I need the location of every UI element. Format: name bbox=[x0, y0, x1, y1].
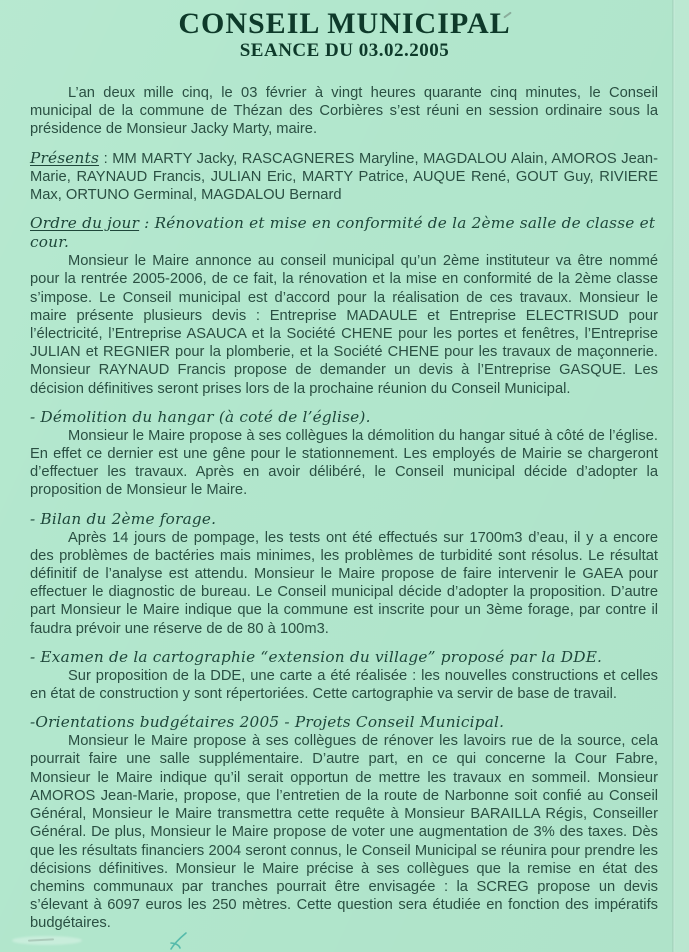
document-title: CONSEIL MUNICIPAL bbox=[178, 7, 511, 40]
scan-fold-crease bbox=[672, 0, 675, 952]
teal-pen-mark-artifact bbox=[166, 930, 192, 952]
section-borehole-body: Après 14 jours de pompage, les tests ont été effectués sur 1700m3 d’eau, il y a encore des problèmes de bactéries mais minimes, les problèmes de turbidité sont résolus. Le résultat définitif de l’analyse est attendu. Monsieur le Maire propose de faire intervenir le GAEA pour effectuer le diagnostic de bureau. Le Conseil municipal décide d’adopter la proposition. D’autre part Monsieur le Maire indique que la commune est inscrite pour un 3ème forage, par contre il faudra prévoir une réserve de de 80 à 100m3. bbox=[30, 529, 658, 637]
section-hangar-body: Monsieur le Maire propose à ses collègues la démolition du hangar situé à côté de l’église. En effet ce dernier est une gêne pour le stationnement. Les employés de Mairie se chargeront d’effectuer les travaux. Après en avoir délibéré, le Conseil municipal décide d’adopter la proposition de Monsieur le Maire. bbox=[30, 427, 658, 499]
attendees-names: : MM MARTY Jacky, RASCAGNERES Maryline, MAGDALOU Alain, AMOROS Jean-Marie, RAYNAUD Francis, JULIAN Eric, MARTY Patrice, AUQUE René, GOUT Guy, RIVIERE Max, ORTUNO Germinal, MAGDALOU Bernard bbox=[30, 150, 658, 204]
section-budget-2005 bbox=[30, 713, 658, 932]
section-agenda-heading-underlined: Ordre du jour bbox=[30, 214, 140, 233]
section-hangar-heading bbox=[30, 408, 658, 427]
section-hangar-heading-rest: - Démolition du hangar (à coté de l’église). bbox=[30, 407, 371, 426]
scan-smudge-artifact bbox=[12, 936, 82, 945]
section-agenda-heading bbox=[30, 214, 658, 252]
section-agenda-body: Monsieur le Maire annonce au conseil municipal qu’un 2ème instituteur va être nommé pour la rentrée 2005-2006, de ce fait, la rénovation et la mise en conformité de la 2ème classe s’impose. Le Conseil municipal est d’accord pour la réalisation de ces travaux. Monsieur le maire présente plusieurs devis : Entreprise MADAULE et Entreprise ELECTRISUD pour l’électricité, l’Entreprise ASAUCA et la Société CHENE pour les portes et fenêtres, l’Entreprise JULIAN et REGNIER pour la plomberie, et la Société CHENE pour les travaux de maçonnerie. Monsieur RAYNAUD Francis propose de demander un devis à l’Entreprise GASQUE. Les décision définitives seront prises lors de la prochaine réunion du Conseil Municipal. bbox=[30, 253, 658, 397]
section-budget-body: Monsieur le Maire propose à ses collègues de rénover les lavoirs rue de la source, cela pourrait faire une salle supplémentaire. D’autre part, en ce qui concerne la Cour Fabre, Monsieur le Maire indique qu’il serait opportun de mettre les travaux en sommeil. Monsieur AMOROS Jean-Marie, propose, que l’entretien de la route de Narbonne soit confié au Conseil Général, Monsieur le Maire transmettra cette requête à Monsieur BARAILLA Régis, Conseiller Général. De plus, Monsieur le Maire propose de voter une augmentation de 3% des taxes. Dès que les résultats financiers 2004 seront connus, le Conseil Municipal se réunira pour prendre les décisions définitives. Monsieur le Maire précise à ses collègues que la remise en état des chemins communaux par tranches pourrait être envisagée : la SCREG propose un devis s’élevant à 6097 euros les 250 mètres. Cette question sera étudiée en fonction des impératifs budgétaires. bbox=[30, 733, 658, 932]
section-agenda bbox=[30, 214, 658, 398]
attendees-label: Présents bbox=[30, 148, 100, 167]
section-borehole-heading bbox=[30, 510, 658, 529]
section-cartography bbox=[30, 648, 658, 703]
attendees-paragraph bbox=[30, 149, 658, 205]
scan-edge-highlight bbox=[675, 0, 689, 952]
opening-paragraph: L’an deux mille cinq, le 03 février à vingt heures quarante cinq minutes, le Conseil municipal de la commune de Thézan des Corbières s’est réuni en session ordinaire sous la présidence de Monsieur Jacky Marty, maire. bbox=[30, 85, 658, 138]
section-budget-heading bbox=[30, 713, 658, 732]
document-header bbox=[0, 7, 689, 62]
section-second-borehole bbox=[30, 510, 658, 638]
section-cartography-heading-rest: - Examen de la cartographie “extension du village” proposé par la DDE. bbox=[30, 647, 603, 666]
section-cartography-heading bbox=[30, 648, 658, 667]
section-agenda-heading-rest: : Rénovation et mise en conformité de la 2ème salle de classe et cour. bbox=[30, 214, 656, 252]
section-hangar-demolition bbox=[30, 408, 658, 500]
section-budget-heading-rest: -Orientations budgétaires 2005 - Projets Conseil Municipal. bbox=[30, 713, 505, 732]
document-subtitle: SEANCE DU 03.02.2005 bbox=[239, 40, 450, 61]
section-cartography-body: Sur proposition de la DDE, une carte a été réalisée : les nouvelles constructions et celles en état de construction y sont répertoriées. Cette cartographie va servir de base de travail. bbox=[30, 667, 658, 703]
section-borehole-heading-rest: - Bilan du 2ème forage. bbox=[30, 509, 217, 528]
document-body bbox=[30, 84, 658, 933]
